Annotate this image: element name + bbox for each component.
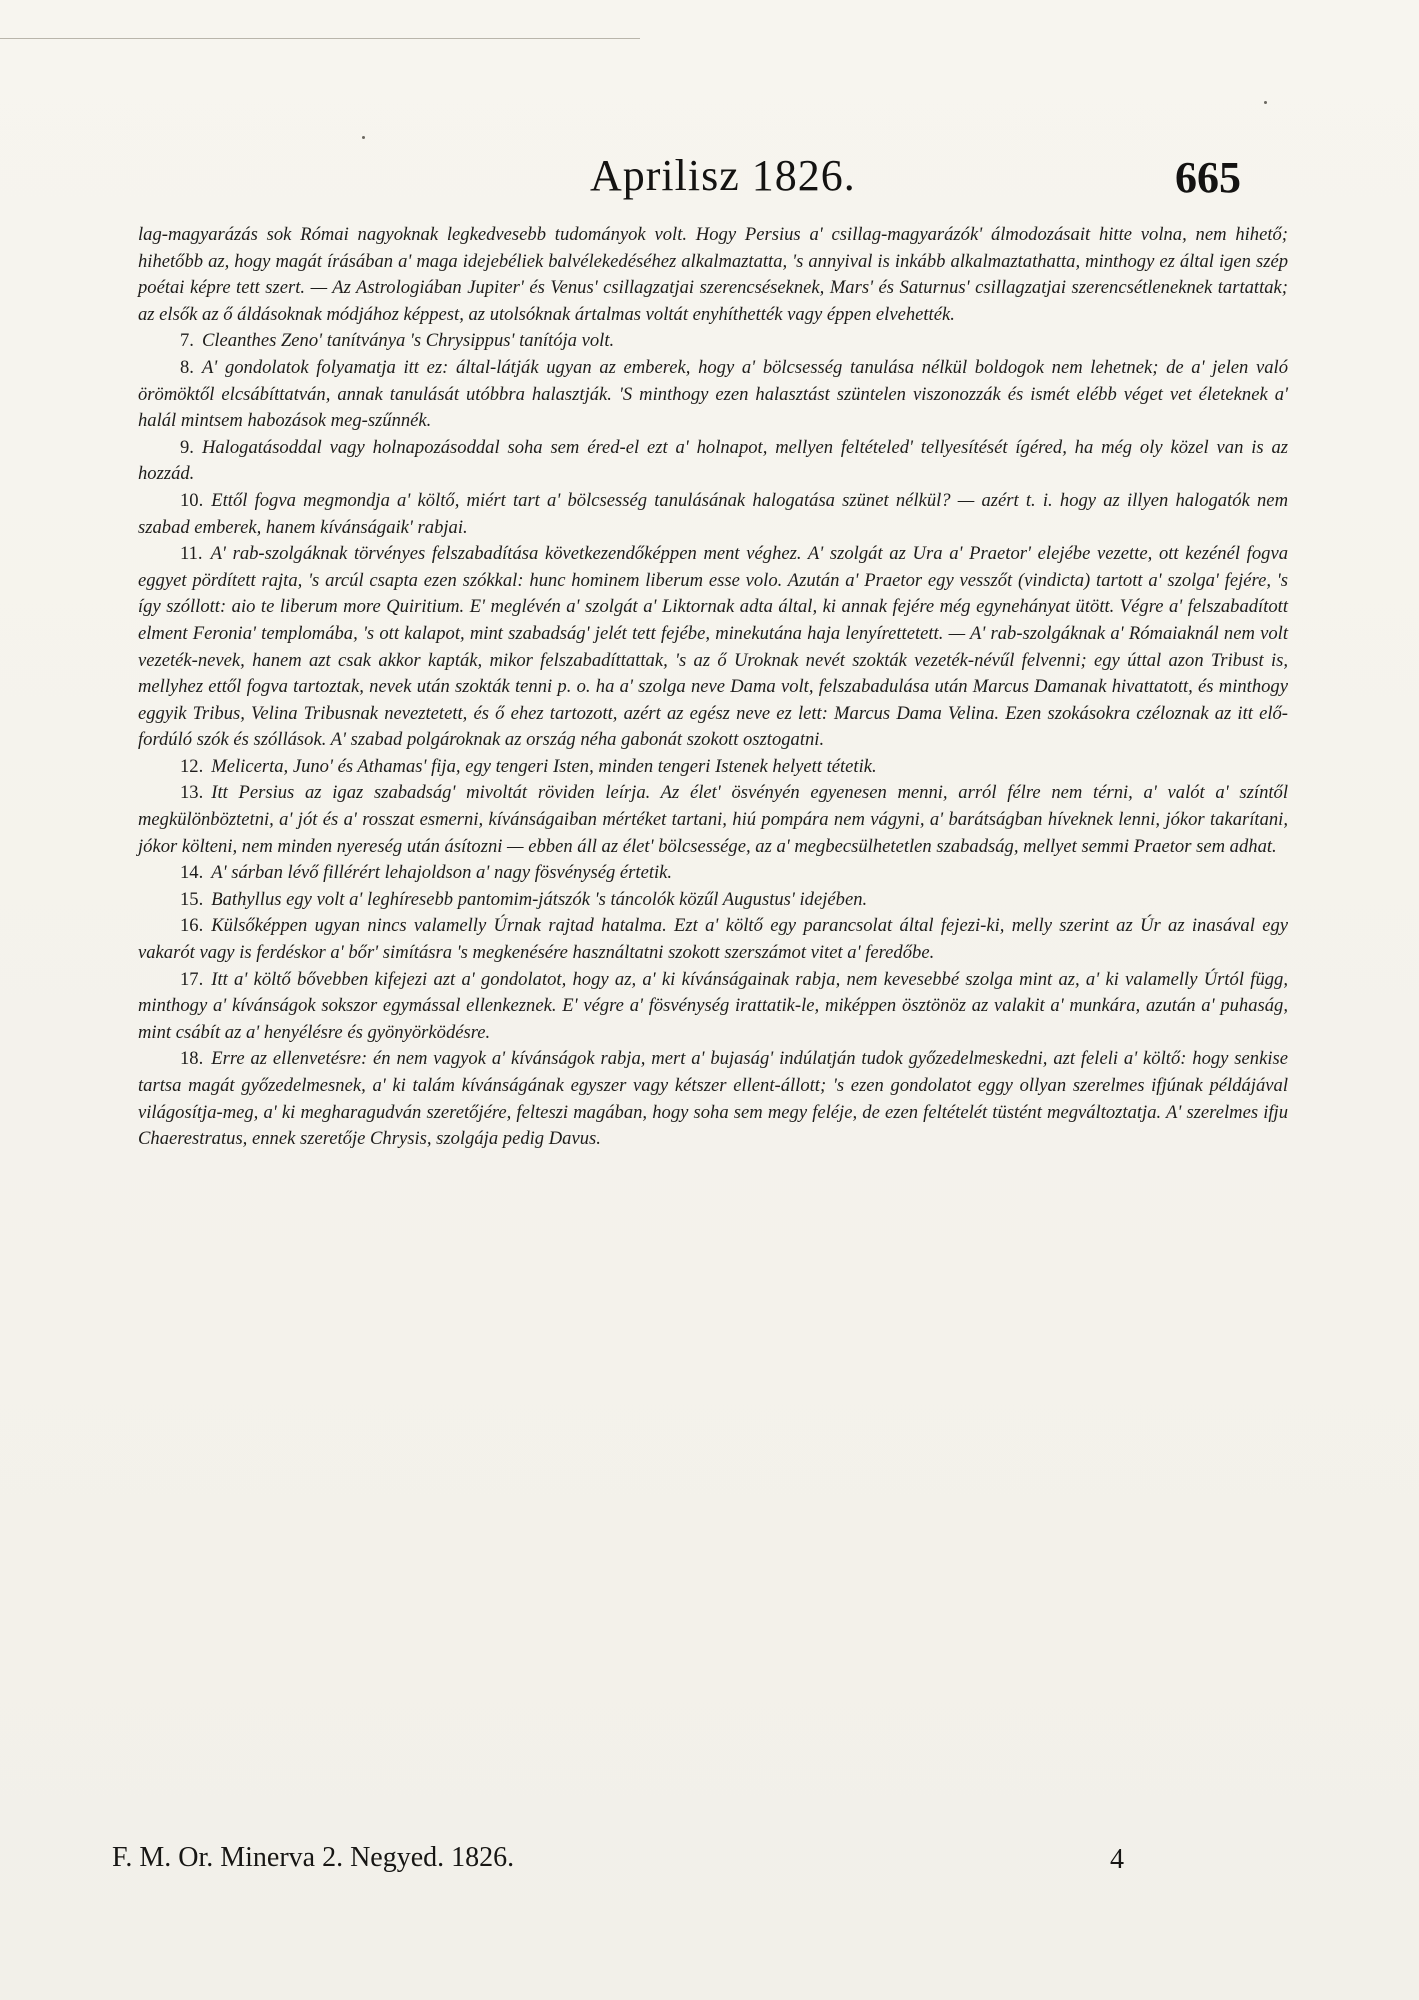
note-7 bbox=[138, 328, 1288, 355]
note-text: A' sárban lévő fillérért lehajoldson a' nagy fösvénység értetik. bbox=[211, 862, 673, 884]
note-number: 11. bbox=[180, 543, 203, 565]
note-11 bbox=[138, 541, 1288, 754]
note-number: 12. bbox=[180, 755, 204, 777]
note-number: 8. bbox=[180, 356, 194, 378]
note-8 bbox=[138, 355, 1288, 435]
note-text: Ettől fogva megmondja a' költő, miért tart a' bölcsesség tanulásának halogatása szünet nélkül? — azért t. i. hogy az illyen halogatók nem szabad emberek, hanem kívánságaik' rabjai. bbox=[138, 489, 1288, 538]
note-text: lag-magyarázás sok Római nagyoknak legkedvesebb tudományok volt. Hogy Persius a' csillag-magyarázók' álmodozásait hitte volna, nem hihető; hihetőbb az, hogy magát írásában a' maga idejebéliek balvélekedéséhez alkalmaztatta, 's annyival is inkább alkalmaztathatta, minthogy ez által igen szép poétai képre tett szert. — Az Astrologiában Jupiter' és Venus' csillagzatjai szerencséseknek, Mars' és Saturnus' csillagzatjai szerencsétleneknek tartattak; az elsők az ő áldásoknak módjához képpest, az utolsóknak ártalmas voltát enyhíthették vagy éppen elvehették. bbox=[138, 224, 1288, 325]
scan-edge-line bbox=[0, 38, 640, 39]
note-text: Erre az ellenvetésre: én nem vagyok a' kívánságok rabja, mert a' bujaság' indúlatján tudok győzedelmeskedni, azt feleli a' költő: hogy senkise tartsa magát győzedelmesnek, a' ki talám kívánságának egyszer vagy kétszer ellent-állott; 's ezen gondolatot eggy ollyan szerelmes ifjúnak példájával világosítja-meg, a' ki megharagudván szeretőjére, felteszi magában, hogy soha sem megy feléje, de ezen feltételét tüstént megváltoztatja. A' szerelmes ifju Chaerestratus, ennek szeretője Chrysis, szolgája pedig Davus. bbox=[138, 1048, 1288, 1150]
note-15 bbox=[138, 887, 1288, 914]
page-number: 665 bbox=[1175, 153, 1241, 202]
note-text: Melicerta, Juno' és Athamas' fija, egy tengeri Isten, minden tengeri Istenek helyett tétetik. bbox=[211, 755, 877, 777]
note-number: 18. bbox=[180, 1048, 204, 1070]
note-text: Cleanthes Zeno' tanítványa 's Chrysippus' tanítója volt. bbox=[201, 330, 615, 352]
gathering-mark: 4 bbox=[1110, 1844, 1124, 1875]
note-number: 16. bbox=[180, 915, 204, 937]
note-number: 10. bbox=[180, 489, 204, 511]
note-17 bbox=[138, 967, 1288, 1047]
note-14 bbox=[138, 860, 1288, 887]
note-number: 13. bbox=[180, 782, 204, 804]
note-18 bbox=[138, 1046, 1288, 1152]
printer-signature: F. M. Or. Minerva 2. Negyed. 1826. bbox=[112, 1842, 515, 1873]
running-title: Aprilisz 1826. bbox=[590, 151, 856, 200]
note-10 bbox=[138, 488, 1288, 541]
note-continuation bbox=[138, 222, 1288, 328]
note-text: Halogatásoddal vagy holnapozásoddal soha sem éred-el ezt a' holnapot, mellyen feltételed' tellyesítését ígéred, ha még oly közel van is az hozzád. bbox=[138, 436, 1288, 485]
note-13 bbox=[138, 780, 1288, 860]
note-number: 17. bbox=[180, 968, 204, 990]
note-text: Itt Persius az igaz szabadság' mivoltát röviden leírja. Az élet' ösvényén egyenesen menni, arról félre nem térni, a' valót a' színtől megkülönböztetni, a' jót és a' rosszat esmerni, kívánságaiban mértéket tartani, hiú pompára nem vágyni, a' barátságban híveknek lenni, jókor takarítani, jókor költeni, nem minden nyereség után ásítozni — ebben áll az élet' bölcsessége, az a' megbecsülhetetlen szabadság, mellyet semmi Praetor sem adhat. bbox=[138, 782, 1288, 857]
footnotes-body bbox=[138, 222, 1288, 1153]
note-number: 15. bbox=[180, 888, 204, 910]
scan-speck bbox=[362, 136, 365, 139]
note-text: A' rab-szolgáknak törvényes felszabadítása következendőképpen ment véghez. A' szolgát az Ura a' Praetor' elejébe vezette, ott kezénél fogva eggyet pördített rajta, 's arcúl csapta ezen szókkal: hunc hominem liberum esse volo. Azután a' Praetor egy vesszőt (vindicta) tartott a' szolga' fejére, 's így szóllott: aio te liberum more Quiritium. E' meglévén a' szolgát a' Liktornak adta által, ki annak fejére még egynehányat ütött. Végre a' felszabadított elment Feronia' templomába, 's ott kalapot, mint szabadság' jelét tett fejébe, minekutána haja lenyírettetett. — A' rab-szolgáknak a' Rómaiaknál nem volt vezeték-nevek, hanem azt csak akkor kapták, mikor felszabadíttattak, 's az ő Uroknak nevét szokták vezeték-névűl felvenni; egy úttal azon Tribust is, mellyhez ettől fogva tartoztak, nevek után szokták tenni p. o. ha a' szolga neve Dama volt, felszabadulása után Marcus Damanak hivattatott, és minthogy eggyik Tribus, Velina Tribusnak neveztetett, és ő ehez tartozott, azért az egész neve ez lett: Marcus Dama Velina. Ezen szokásokra czéloznak az itt elő-fordúló szók és szóllások. A' szabad polgároknak az ország néha gabonát szokott osztogatni. bbox=[138, 543, 1288, 751]
note-9 bbox=[138, 435, 1288, 488]
note-text: Bathyllus egy volt a' leghíresebb pantomim-játszók 's táncolók közűl Augustus' idejében. bbox=[211, 888, 868, 910]
note-number: 7. bbox=[180, 330, 194, 352]
note-text: Külsőképpen ugyan nincs valamelly Úrnak rajtad hatalma. Ezt a' költő egy parancsolat által fejezi-ki, melly szerint az Úr az inasával egy vakarót vagy is ferdéskor a' bőr' simításra 's megkenésére használtatni szokott szerszámot vitet a' feredőbe. bbox=[138, 915, 1288, 964]
note-number: 14. bbox=[180, 862, 204, 884]
note-16 bbox=[138, 913, 1288, 966]
note-12 bbox=[138, 754, 1288, 781]
page-header bbox=[0, 150, 1419, 210]
note-number: 9. bbox=[180, 436, 194, 458]
page-footer bbox=[0, 1842, 1419, 1882]
note-text: Itt a' költő bővebben kifejezi azt a' gondolatot, hogy az, a' ki kívánságainak rabja, nem kevesebbé szolga mint az, a' ki valamelly Úrtól függ, minthogy a' kívánságok sokszor egymással ellenkeznek. E' végre a' fösvénység irattatik-le, miképpen ösztönöz az valakit a' munkára, azután a' puhaság, mint csábít az a' henyélésre és gyönyörködésre. bbox=[138, 968, 1288, 1043]
note-text: A' gondolatok folyamatja itt ez: által-látják ugyan az emberek, hogy a' bölcsesség tanulása nélkül boldogok nem lehetnek; de a' jelen való örömöktől elcsábíttatván, annak tanulását utóbbra halasztják. 'S minthogy ezen halasztást szüntelen viszonozzák és ismét elébb véget vet életeknek a' halál mintsem habozások meg-szűnnék. bbox=[138, 356, 1288, 432]
scan-speck bbox=[1264, 101, 1267, 104]
